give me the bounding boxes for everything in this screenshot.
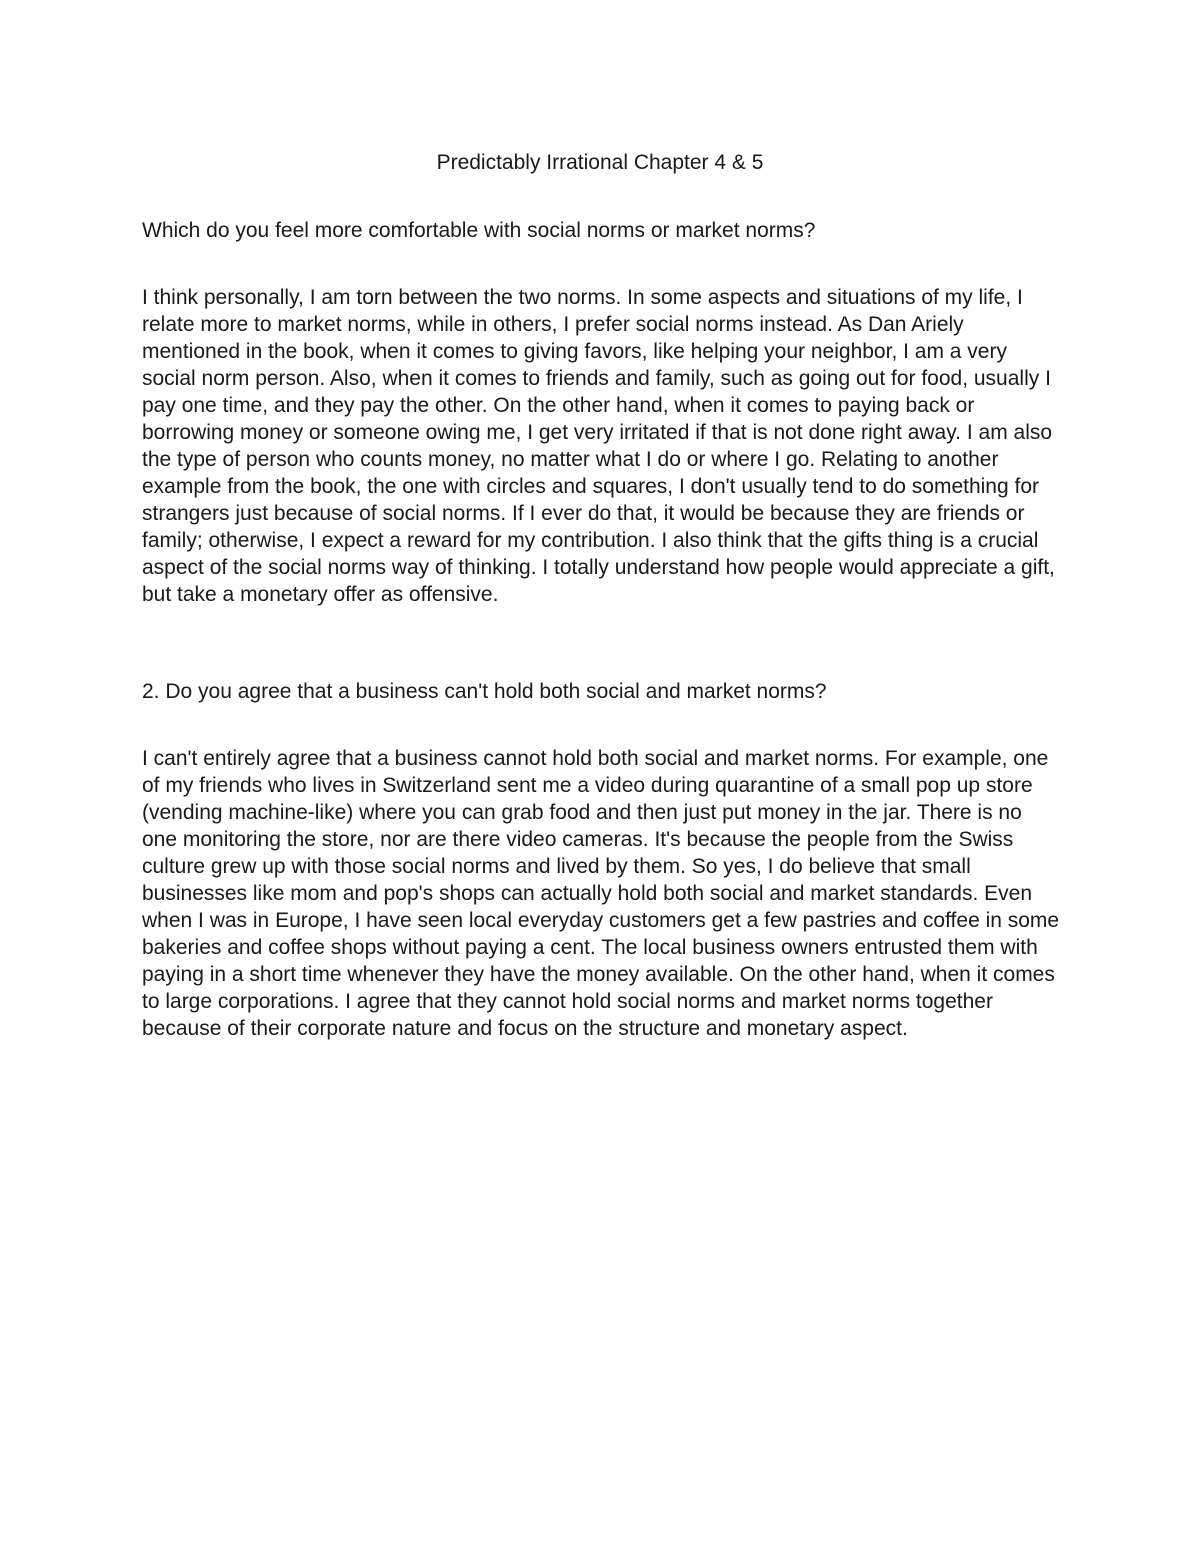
document-title: Predictably Irrational Chapter 4 & 5 [436,151,764,174]
answer-2: I can't entirely agree that a business cannot hold both social and market norms. For example, one of my friends who lives in Switzerland sent me a video during quarantine of a small pop up store (vending machine-like) where you can grab food and then just put money in the jar. There is no one monitoring the store, nor are there video cameras. It's because the people from the Swiss culture grew up with those social norms and lived by them. So yes, I do believe that small businesses like mom and pop's shops can actually hold both social and market standards. Even when I was in Europe, I have seen local everyday customers get a few pastries and coffee in some bakeries and coffee shops without paying a cent. The local business owners entrusted them with paying in a short time whenever they have the money available. On the other hand, when it comes to large corporations. I agree that they cannot hold social norms and market norms together because of their corporate nature and focus on the structure and monetary aspect. [142,747,1060,1040]
answer-1: I think personally, I am torn between the two norms. In some aspects and situations of my life, I relate more to market norms, while in others, I prefer social norms instead. As Dan Ariely mentioned in the book, when it comes to giving favors, like helping your neighbor, I am a very social norm person. Also, when it comes to friends and family, such as going out for food, usually I pay one time, and they pay the other. On the other hand, when it comes to paying back or borrowing money or someone owing me, I get very irritated if that is not done right away. I am also the type of person who counts money, no matter what I do or where I go. Relating to another example from the book, the one with circles and squares, I don't usually tend to do something for strangers just because of social norms. If I ever do that, it would be because they are friends or family; otherwise, I expect a reward for my contribution. I also think that the gifts thing is a crucial aspect of the social norms way of thinking. I totally understand how people would appreciate a gift, but take a monetary offer as offensive. [142,286,1055,606]
question-1: Which do you feel more comfortable with social norms or market norms? [142,219,816,242]
question-2: 2. Do you agree that a business can't hold both social and market norms? [142,680,827,703]
